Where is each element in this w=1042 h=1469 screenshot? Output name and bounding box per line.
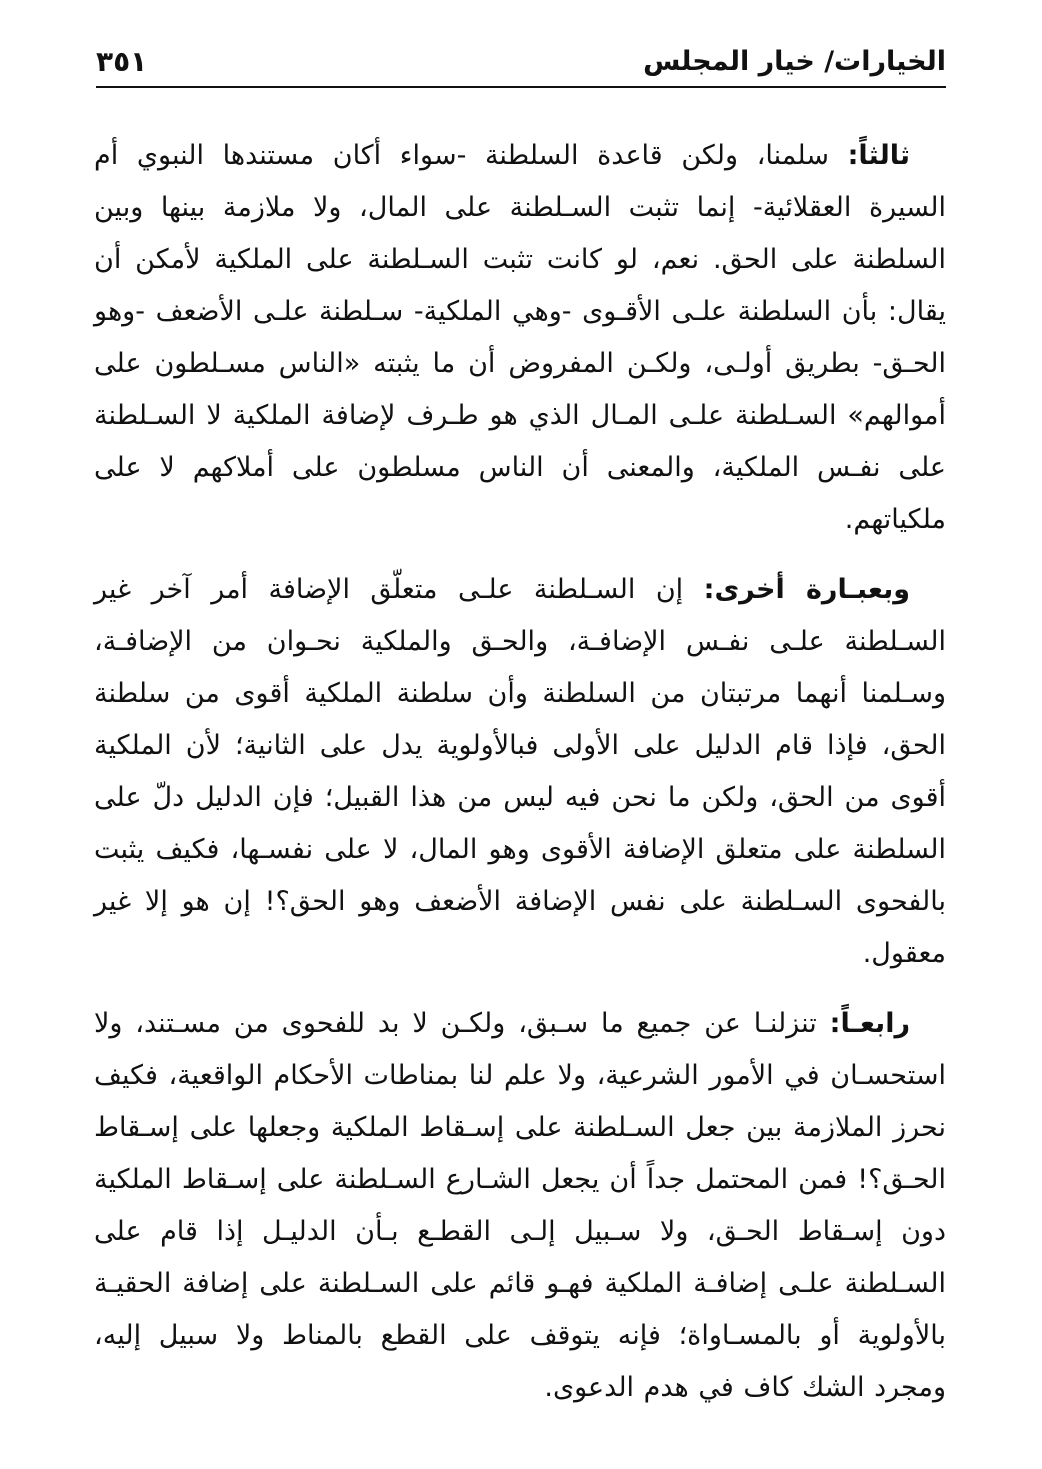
- main-text: [94, 130, 946, 1432]
- paragraph-text: تنزلنـا عن جميع ما سـبق، ولكـن لا بد للفحوى من مسـتند، ولا استحسـان في الأمور الشرعية، ولا علم لنا بمناطات الأحكام الواقعية، فكيف نحرز الملازمة بين جعل السـلطنة على إسـقاط الملكية وجعلها على إسـقاط الحـق؟! فمن المحتمل جداً أن يجعل الشـارع السـلطنة على إسـقاط الملكية دون إسـقاط الحـق، ولا سـبيل إلـى القطـع بـأن الدليـل إذا قام على السـلطنة علـى إضافـة الملكية فهـو قائم على السـلطنة على إضافة الحقيـة بالأولوية أو بالمسـاواة؛ فإنه يتوقف على القطع بالمناط ولا سبيل إليه، ومجرد الشك كاف في هدم الدعوى.: [94, 1008, 946, 1403]
- paragraph-in-other-words: [94, 564, 946, 980]
- paragraph-text: إن السـلطنة علـى متعلّق الإضافة أمر آخر غير السـلطنة علـى نفـس الإضافـة، والحـق والملكية نحـوان من الإضافـة، وسـلمنا أنهما مرتبتان من السلطنة وأن سلطنة الملكية أقوى من سلطنة الحق، فإذا قام الدليل على الأولى فبالأولوية يدل على الثانية؛ لأن الملكية أقوى من الحق، ولكن ما نحن فيه ليس من هذا القبيل؛ فإن الدليل دلّ على السلطنة على متعلق الإضافة الأقوى وهو المال، لا على نفسـها، فكيف يثبت بالفحوى السـلطنة على نفس الإضافة الأضعف وهو الحق؟! إن هو إلا غير معقول.: [94, 574, 946, 969]
- paragraph-fourth-point: [94, 998, 946, 1414]
- running-header: [96, 36, 946, 88]
- paragraph-text: سلمنا، ولكن قاعدة السلطنة -سواء أكان مستندها النبوي أم السيرة العقلائية- إنما تثبت السـلطنة على المال، ولا ملازمة بينها وبين السلطنة على الحق. نعم، لو كانت تثبت السـلطنة على الملكية لأمكن أن يقال: بأن السلطنة علـى الأقـوى -وهي الملكية- سـلطنة علـى الأضعف -وهو الحـق- بطريق أولـى، ولكـن المفروض أن ما يثبته «الناس مسـلطون على أموالهم» السـلطنة علـى المـال الذي هو طـرف لإضافة الملكية لا السـلطنة على نفـس الملكية، والمعنى أن الناس مسلطون على أملاكهم لا على ملكياتهم.: [94, 140, 946, 535]
- paragraph-third-point: [94, 130, 946, 546]
- paragraph-lead: وبعبـارة أخرى:: [703, 574, 911, 605]
- chapter-title: الخيارات/ خيار المجلس: [643, 45, 946, 77]
- paragraph-lead: ثالثاً:: [847, 140, 910, 171]
- paragraph-lead: رابعـاً:: [829, 1008, 910, 1039]
- page-number: ٣٥١: [96, 44, 148, 78]
